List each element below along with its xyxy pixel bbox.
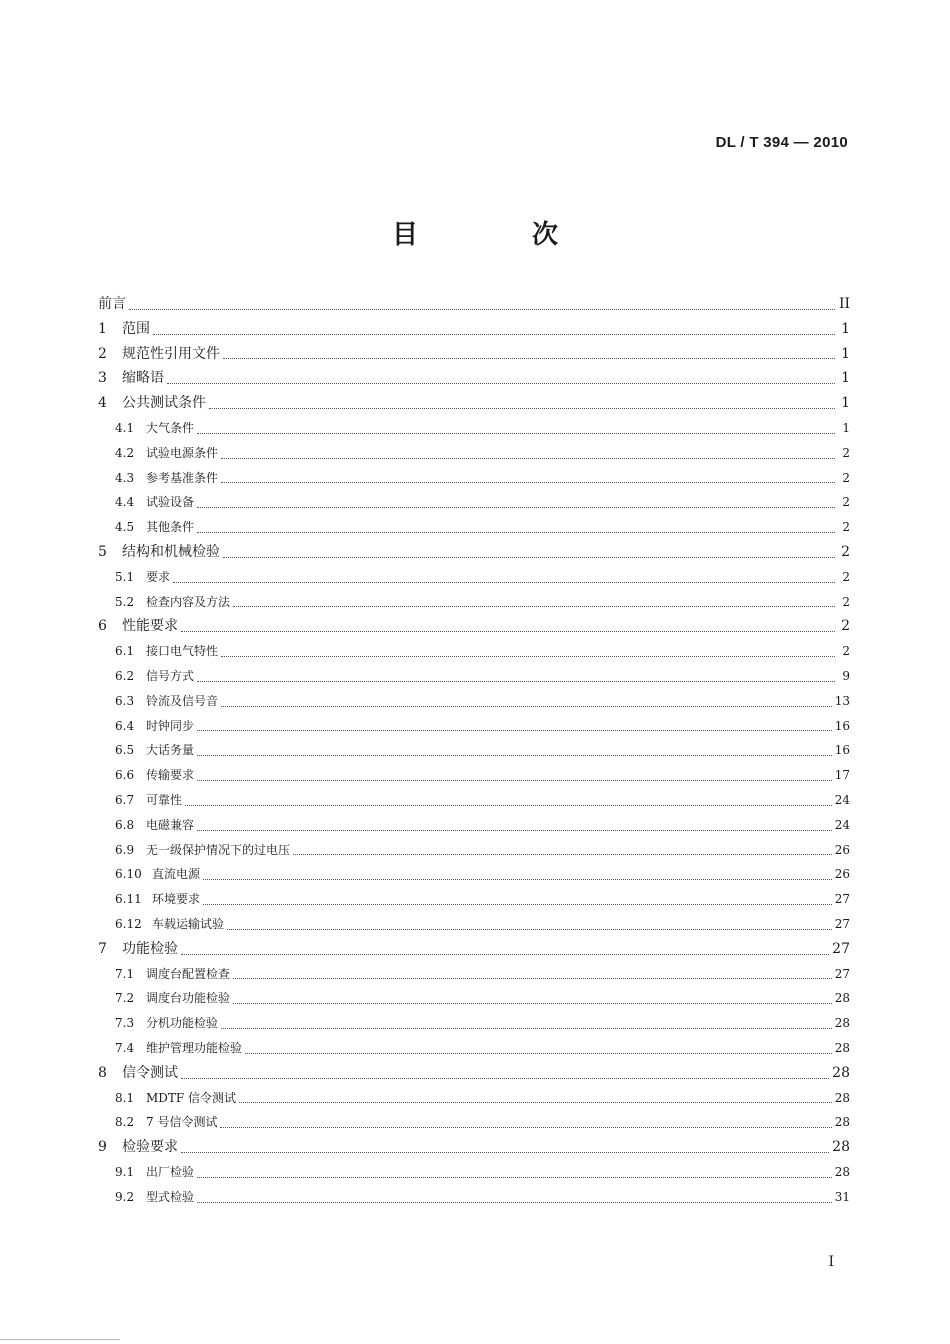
toc-entry-title: 缩略语 xyxy=(122,370,164,387)
toc-leader-dots xyxy=(233,606,835,607)
toc-entry-page: 31 xyxy=(834,1189,850,1204)
toc-entry-title: 范围 xyxy=(122,320,150,337)
toc-entry-title: 其他条件 xyxy=(146,520,195,535)
toc-leader-dots xyxy=(197,1202,832,1203)
toc-leader-dots xyxy=(221,482,835,483)
scan-edge-line xyxy=(0,1339,120,1340)
toc-entry-page: 28 xyxy=(834,1090,850,1105)
toc-entry-title: 接口电气特性 xyxy=(146,644,219,659)
toc-entry-title: 前言 xyxy=(98,296,126,312)
toc-entry-page: 27 xyxy=(834,892,850,907)
toc-entry-title: 维护管理功能检验 xyxy=(146,1040,243,1055)
toc-entry-title: 功能检验 xyxy=(122,940,178,957)
toc-entry[interactable] xyxy=(98,317,850,342)
toc-entry-number: 7.4 xyxy=(115,1040,135,1055)
toc-entry-title: 试验设备 xyxy=(146,495,195,510)
toc-leader-dots xyxy=(221,656,835,657)
toc-leader-dots xyxy=(181,631,835,632)
toc-entry-number: 8 xyxy=(98,1064,107,1081)
toc-leader-dots xyxy=(197,780,832,781)
toc-leader-dots xyxy=(220,1127,831,1128)
toc-entry-title: 检验要求 xyxy=(122,1139,178,1156)
toc-entry-number: 4.1 xyxy=(115,420,135,435)
toc-entry[interactable] xyxy=(98,416,850,441)
toc-entry[interactable] xyxy=(98,1086,850,1111)
toc-entry-number: 6.10 xyxy=(115,867,142,882)
toc-entry-title: 试验电源条件 xyxy=(146,445,219,460)
toc-entry[interactable] xyxy=(98,1061,850,1086)
toc-leader-dots xyxy=(197,1177,832,1178)
toc-entry[interactable] xyxy=(98,490,850,515)
toc-entry-page: 28 xyxy=(832,1064,850,1081)
toc-entry-title: 车载运输试验 xyxy=(152,916,225,931)
toc-leader-dots xyxy=(173,582,835,583)
standard-code: DL / T 394 — 2010 xyxy=(715,134,848,151)
toc-entry-page: 2 xyxy=(842,520,850,535)
toc-entry[interactable] xyxy=(98,1185,850,1210)
toc-entry[interactable] xyxy=(98,466,850,491)
toc-entry-page: II xyxy=(838,296,850,312)
toc-entry-page: 2 xyxy=(842,495,850,510)
toc-entry-page: 2 xyxy=(841,618,850,635)
toc-entry-number: 9.1 xyxy=(115,1164,135,1179)
toc-leader-dots xyxy=(197,532,835,533)
toc-entry-title: 公共测试条件 xyxy=(122,395,206,412)
toc-entry-title: 分机功能检验 xyxy=(146,1016,219,1031)
toc-entry-number: 3 xyxy=(98,370,107,387)
toc-entry-title: MDTF 信令测试 xyxy=(146,1090,237,1105)
toc-leader-dots xyxy=(203,879,832,880)
toc-entry-title: 规范性引用文件 xyxy=(122,345,220,362)
toc-entry-number: 4.2 xyxy=(115,445,135,460)
toc-entry-page: 28 xyxy=(834,1164,850,1179)
toc-entry[interactable] xyxy=(98,614,850,639)
toc-entry[interactable] xyxy=(98,366,850,391)
toc-leader-dots xyxy=(197,433,835,434)
toc-leader-dots xyxy=(181,1152,829,1153)
toc-entry-page: 28 xyxy=(834,1115,850,1130)
toc-leader-dots xyxy=(203,904,832,905)
toc-entry-title: 7 号信令测试 xyxy=(146,1115,218,1130)
toc-entry-title: 要求 xyxy=(146,569,171,584)
toc-leader-dots xyxy=(129,309,835,310)
toc-entry-page: 28 xyxy=(834,991,850,1006)
toc-leader-dots xyxy=(197,507,835,508)
toc-entry-number: 4 xyxy=(98,395,107,412)
toc-entry-page: 2 xyxy=(842,470,850,485)
page-title: 目 次 xyxy=(391,220,602,250)
toc-entry-page: 1 xyxy=(841,320,850,337)
toc-entry-page: 26 xyxy=(834,867,850,882)
toc-entry-title: 大话务量 xyxy=(146,743,195,758)
toc-entry[interactable] xyxy=(98,1036,850,1061)
toc-leader-dots xyxy=(221,706,832,707)
toc-entry[interactable] xyxy=(98,838,850,863)
toc-entry-number: 5.2 xyxy=(115,594,135,609)
toc-entry-title: 无一级保护情况下的过电压 xyxy=(146,842,291,857)
toc-entry-page: 2 xyxy=(842,644,850,659)
toc-entry-title: 信号方式 xyxy=(146,668,195,683)
toc-entry-page: 13 xyxy=(834,693,850,708)
toc-entry-page: 27 xyxy=(834,966,850,981)
toc-leader-dots xyxy=(181,954,829,955)
toc-entry[interactable] xyxy=(98,912,850,937)
toc-entry[interactable] xyxy=(98,1160,850,1185)
toc-entry-number: 7.3 xyxy=(115,1016,135,1031)
toc-entry-page: 27 xyxy=(832,940,850,957)
toc-entry-title: 结构和机械检验 xyxy=(122,543,220,560)
toc-entry-number: 5 xyxy=(98,543,107,560)
toc-entry-title: 调度台配置检查 xyxy=(146,966,231,981)
toc-entry-number: 7.2 xyxy=(115,991,135,1006)
toc-entry-number: 6 xyxy=(98,618,107,635)
toc-entry[interactable] xyxy=(98,862,850,887)
toc-entry[interactable] xyxy=(98,986,850,1011)
toc-entry-title: 直流电源 xyxy=(152,867,201,882)
toc-leader-dots xyxy=(239,1102,832,1103)
page-number: I xyxy=(828,1254,834,1270)
toc-entry-number: 4.4 xyxy=(115,495,135,510)
toc-entry[interactable] xyxy=(98,540,850,565)
toc-leader-dots xyxy=(185,805,832,806)
toc-entry[interactable] xyxy=(98,1135,850,1160)
toc-leader-dots xyxy=(167,383,835,384)
toc-entry[interactable] xyxy=(98,813,850,838)
toc-entry-title: 信令测试 xyxy=(122,1064,178,1081)
toc-leader-dots xyxy=(233,1003,832,1004)
toc-entry-number: 5.1 xyxy=(115,569,135,584)
toc-entry-page: 24 xyxy=(834,817,850,832)
toc-entry-number: 6.12 xyxy=(115,916,142,931)
toc-entry-page: 1 xyxy=(841,395,850,412)
toc-entry-page: 17 xyxy=(834,768,850,783)
toc-leader-dots xyxy=(221,1028,832,1029)
toc-entry-page: 16 xyxy=(834,743,850,758)
toc-leader-dots xyxy=(227,929,832,930)
toc-entry-number: 6.3 xyxy=(115,693,135,708)
toc-entry-title: 铃流及信号音 xyxy=(146,693,219,708)
toc-entry-title: 调度台功能检验 xyxy=(146,991,231,1006)
toc-entry-number: 4.5 xyxy=(115,520,135,535)
toc-entry[interactable] xyxy=(98,1110,850,1135)
toc-entry-number: 8.2 xyxy=(115,1115,135,1130)
toc-entry[interactable] xyxy=(98,565,850,590)
toc-leader-dots xyxy=(233,978,832,979)
toc-leader-dots xyxy=(197,755,832,756)
toc-entry-number: 9 xyxy=(98,1139,107,1156)
toc-entry-title: 出厂检验 xyxy=(146,1164,195,1179)
toc-entry-number: 9.2 xyxy=(115,1189,135,1204)
toc-entry-number: 6.1 xyxy=(115,644,135,659)
toc-entry-number: 8.1 xyxy=(115,1090,135,1105)
toc-entry-page: 16 xyxy=(834,718,850,733)
toc-leader-dots xyxy=(221,458,835,459)
toc-entry-page: 28 xyxy=(834,1016,850,1031)
toc-entry-page: 28 xyxy=(834,1040,850,1055)
toc-entry-number: 6.2 xyxy=(115,668,135,683)
toc-entry-page: 1 xyxy=(841,345,850,362)
toc-entry[interactable] xyxy=(98,441,850,466)
toc-entry-title: 环境要求 xyxy=(152,892,201,907)
toc-entry-page: 2 xyxy=(842,445,850,460)
toc-entry-title: 时钟同步 xyxy=(146,718,195,733)
toc-entry[interactable] xyxy=(98,788,850,813)
toc-entry-title: 检查内容及方法 xyxy=(146,594,231,609)
toc-leader-dots xyxy=(209,408,835,409)
toc-entry[interactable] xyxy=(98,342,850,367)
toc-leader-dots xyxy=(197,730,832,731)
toc-entry[interactable] xyxy=(98,763,850,788)
toc-entry[interactable] xyxy=(98,738,850,763)
toc-entry[interactable] xyxy=(98,515,850,540)
toc-entry-page: 24 xyxy=(834,792,850,807)
toc-entry-number: 6.9 xyxy=(115,842,135,857)
toc-entry-page: 2 xyxy=(842,594,850,609)
toc-entry-number: 4.3 xyxy=(115,470,135,485)
toc-entry-title: 型式检验 xyxy=(146,1189,195,1204)
toc-leader-dots xyxy=(245,1053,832,1054)
toc-entry[interactable] xyxy=(98,714,850,739)
toc-entry-number: 6.11 xyxy=(115,892,142,907)
toc-entry[interactable] xyxy=(98,590,850,615)
toc-leader-dots xyxy=(293,854,832,855)
toc-entry-number: 2 xyxy=(98,345,107,362)
table-of-contents xyxy=(98,292,850,1209)
toc-entry-number: 6.4 xyxy=(115,718,135,733)
toc-leader-dots xyxy=(223,358,835,359)
toc-entry-page: 27 xyxy=(834,916,850,931)
toc-entry-number: 6.6 xyxy=(115,768,135,783)
toc-entry[interactable] xyxy=(98,391,850,416)
toc-entry-page: 28 xyxy=(832,1139,850,1156)
toc-entry-page: 2 xyxy=(842,569,850,584)
toc-entry[interactable] xyxy=(98,292,850,317)
toc-entry-title: 性能要求 xyxy=(122,618,178,635)
toc-entry[interactable] xyxy=(98,664,850,689)
toc-entry-title: 传输要求 xyxy=(146,768,195,783)
toc-entry-number: 6.7 xyxy=(115,792,135,807)
toc-entry-page: 1 xyxy=(842,420,850,435)
toc-entry-title: 参考基准条件 xyxy=(146,470,219,485)
toc-entry-title: 大气条件 xyxy=(146,420,195,435)
toc-leader-dots xyxy=(153,334,835,335)
toc-leader-dots xyxy=(197,830,832,831)
toc-entry[interactable] xyxy=(98,937,850,962)
toc-leader-dots xyxy=(197,681,835,682)
toc-entry-number: 6.5 xyxy=(115,743,135,758)
toc-entry-page: 1 xyxy=(841,370,850,387)
toc-entry-number: 6.8 xyxy=(115,817,135,832)
toc-entry-title: 电磁兼容 xyxy=(146,817,195,832)
toc-entry[interactable] xyxy=(98,1011,850,1036)
toc-entry[interactable] xyxy=(98,689,850,714)
toc-entry[interactable] xyxy=(98,887,850,912)
toc-entry-number: 1 xyxy=(98,320,107,337)
toc-entry-title: 可靠性 xyxy=(146,792,183,807)
toc-leader-dots xyxy=(181,1078,829,1079)
toc-entry[interactable] xyxy=(98,639,850,664)
toc-entry-page: 9 xyxy=(842,668,850,683)
toc-entry-page: 26 xyxy=(834,842,850,857)
toc-entry-page: 2 xyxy=(841,543,850,560)
toc-entry[interactable] xyxy=(98,962,850,987)
toc-entry-number: 7.1 xyxy=(115,966,135,981)
toc-leader-dots xyxy=(223,557,835,558)
toc-entry-number: 7 xyxy=(98,940,107,957)
